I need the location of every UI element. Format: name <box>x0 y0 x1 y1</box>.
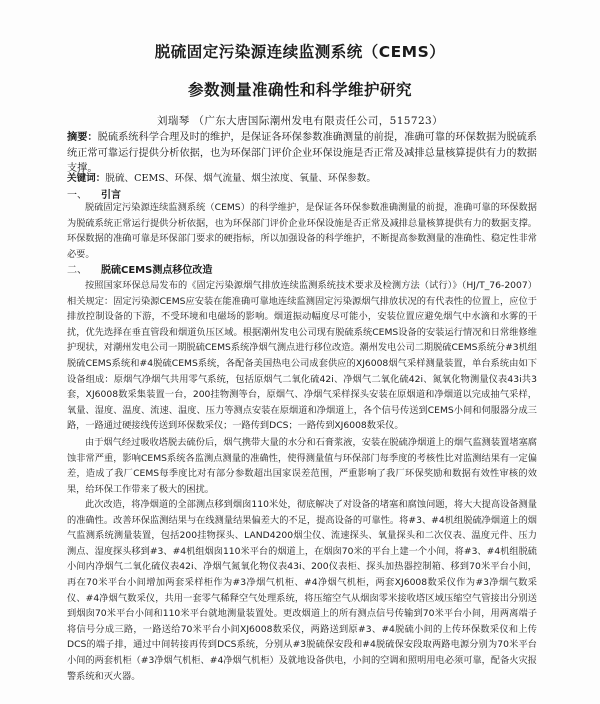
section-title: 脱硫CEMS测点移位改造 <box>101 265 213 276</box>
section-number: 一、 <box>67 190 87 201</box>
abstract-text: 脱硫系统科学合理及时的维护，是保证各环保参数准确测量的前提，准确可靠的环保数据为脱硫系统正常可靠运行提供分析依据，也为环保部门评价企业环保设施是否正常及减排总量核算提供有力的数据支撑。 <box>67 132 537 174</box>
paragraph-1: 脱硫固定污染源连续监测系统（CEMS）的科学维护，是保证各环保参数准确测量的前提，准确可靠的环保数据为脱硫系统正常运行提供分析依据，也为环保部门评价企业环保设施是否正常及减排总量核算提供有力的数据支撑。环保数据的准确可靠是环保部门要求的硬指标，所以加强设备的科学维护，不断提高参数测量的准确性、稳定性非常必要。 <box>67 202 537 260</box>
abstract <box>67 130 537 177</box>
section-number: 二、 <box>67 265 87 276</box>
title-line-2: 参数测量准确性和科学维护研究 <box>187 81 412 99</box>
section-heading-1 <box>67 186 121 201</box>
section-heading-2 <box>67 261 212 276</box>
abstract-label: 摘要： <box>67 132 98 143</box>
paragraph-3: 由于烟气经过吸收塔脱去硫份后，烟气携带大量的水分和石膏浆液，安装在脱硫净烟道上的烟气监测装置堵塞腐蚀非常严重，影响CEMS系统各监测点测量的准确性，使得测量值与环保部门每季度的考核性比对监测结果有一定偏差，造成了我厂CEMS每季度比对有部分参数超出国家误差范围，严重影响了我厂环保奖励和数据有效性审核的效果，给环保工作带来了极大的困扰。 <box>67 437 537 495</box>
paragraph-2: 按照国家环保总局发布的《固定污染源烟气排放连续监测系统技术要求及检测方法（试行）》（HJ/T_76-2007）相关规定：固定污染源CEMS应安装在能准确可靠地连续监测固定污染源烟气排放状况的有代表性的位置上，应位于排放控制设备的下游，不受环境和电磁场的影响。烟道振动幅度尽可能小，安装位置应避免烟气中水滴和水雾的干扰，优先选择在垂直管段和烟道负压区域。根据潮州发电公司现有脱硫系统CEMS设备的安装运行情况和日常维修维护现状，对潮州发电公司一期脱硫CEMS系统净烟气测点进行移位改造。潮州发电公司二期脱硫CEMS系统分#3机组脱硫CEMS系统和#4脱硫CEMS系统，各配备美国热电公司成套供应的XJ6008烟气采样测量装置，单台系统由如下设备组成：原烟气净烟气共用零气系统，包括原烟气二氧化硫42i、净烟气二氧化硫42i、氮氧化物测量仪表43i共3套，XJ6008数采集装置一台，200挂物测等台，原烟气、净烟气采样探头安装在原烟道和净烟道以完成抽气采样，氧量、湿度、温度、流速、温度、压力等测点安装在原烟道和净烟道上，各个信号传送到CEMS小间和伺服器分成三路，一路通过硬接线传送到环保数采仪；一路传到DCS；一路传到XJ6008数采仪。 <box>67 280 537 432</box>
keywords-text: 脱硫、CEMS、环保、烟气流量、烟尘浓度、氧量、环保参数。 <box>105 173 376 184</box>
paragraph-4: 此次改造，将净烟道的全部测点移到烟囱110米处，彻底解决了对设备的堵塞和腐蚀问题，将大大提高设备测量的准确性。改善环保监测结果与在线测量结果偏差大的不足，提高设备的可靠性。将#3、#4机组脱硫净烟道上的烟气监测系统测量装置，包括200挂物探头、LAND4200烟尘仪、流速探头、氧量探头和二次仪表、温度元件、压力测点、湿度探头移到#3、#4机组烟囱110米平台的烟道上，在烟囱70米的平台上建一个小间，将#3、#4机组脱硫小间内净烟气二氧化硫仪表42i、净烟气氮氧化物仪表43i、200仪表柜、探头加热器控制箱、移到70米平台小间，再在70米平台小间增加两套采样柜作为#3净烟气机柜、#4净烟气机柜，两套XJ6008数采仪作为#3净烟气数采仪、#4净烟气数采仪，共用一套零气稀释空气处理系统，将压缩空气从烟囱零米接收塔区域压缩空气管接出分别送到烟囱70米平台小间和110米平台就地测量装置处。更改烟道上的所有测点信号传输到70米平台小间，用两离端子将信号分成三路，一路送给70米平台小间XJ6008数采仪，两路送到原#3、#4脱硫小间的上传环保数采仪和上传DCS的端子排，通过中间转接再传到DCS系统，分别从#3脱硫保安段和#4脱硫保安段取两路电源分别为70米平台小间的两套机柜（#3净烟气机柜、#4净烟气机柜）及就地设备供电，小间的空调和照明用电必须可靠，配备火灾报警系统和灭火器。 <box>67 499 537 682</box>
section-title: 引言 <box>101 190 121 201</box>
keywords-label: 关键词： <box>67 173 106 184</box>
author-affiliation: 刘瑞琴 （广东大唐国际潮州发电有限责任公司，515723） <box>156 115 444 127</box>
keywords <box>67 172 537 185</box>
title-line-1: 脱硫固定污染源连续监测系统（CEMS） <box>154 43 446 61</box>
